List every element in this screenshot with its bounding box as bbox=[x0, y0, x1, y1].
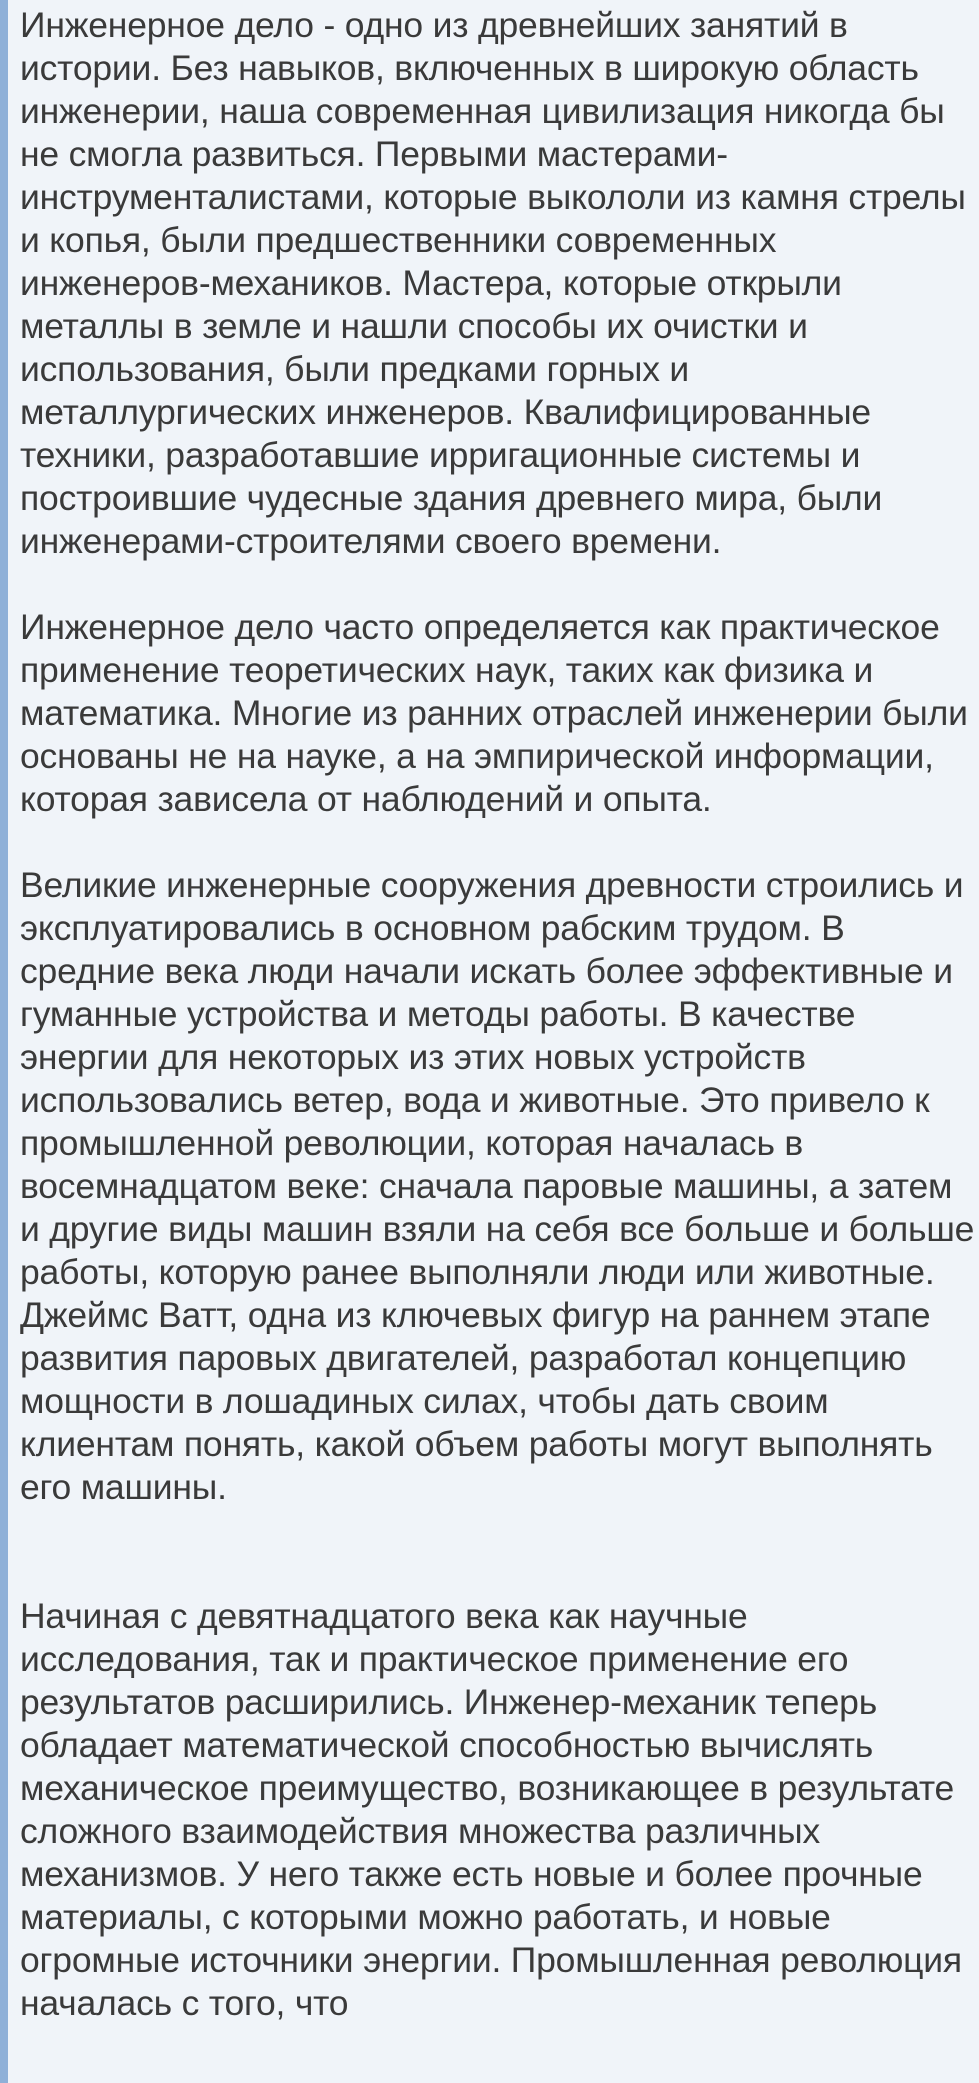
message-text bbox=[20, 0, 975, 2025]
paragraph-gap bbox=[20, 821, 975, 864]
paragraph-4: Начиная с девятнадцатого века как научные исследования, так и практическое применение его результатов расширились. Инженер-механик теперь обладает математической способностью вычислять механическое преимущество, возникающее в результате сложного взаимодействия множества различных механизмов. У него также есть новые и более прочные материалы, с которыми можно работать, и новые огромные источники энергии. Промышленная революция началась с того, что bbox=[20, 1596, 962, 2023]
paragraph-2: Инженерное дело часто определяется как практическое применение теоретических наук, таких как физика и математика. Многие из ранних отраслей инженерии были основаны не на науке, а на эмпирической информации, которая зависела от наблюдений и опыта. bbox=[20, 607, 968, 819]
quote-border bbox=[0, 0, 8, 2083]
paragraph-3: Великие инженерные сооружения древности строились и эксплуатировались в основном рабским трудом. В средние века люди начали искать более эффективные и гуманные устройства и методы работы. В качестве энергии для некоторых из этих новых устройств использовались ветер, вода и животные. Это привело к промышленной революции, которая началась в восемнадцатом веке: сначала паровые машины, а затем и другие виды машин взяли на себя все больше и больше работы, которую ранее выполняли люди или животные. Джеймс Ватт, одна из ключевых фигур на раннем этапе развития паровых двигателей, разработал концепцию мощности в лошадиных силах, чтобы дать своим клиентам понять, какой объем работы могут выполнять его машины. bbox=[20, 865, 975, 1507]
paragraph-1: Инженерное дело - одно из древнейших занятий в истории. Без навыков, включенных в широкую область инженерии, наша современная цивилизация никогда бы не смогла развиться. Первыми мастерами-инструменталистами, которые выкололи из камня стрелы и копья, были предшественники современных инженеров-механиков. Мастера, которые открыли металлы в земле и нашли способы их очистки и использования, были предками горных и металлургических инженеров. Квалифицированные техники, разработавшие ирригационные системы и построившие чудесные здания древнего мира, были инженерами-строителями своего времени. bbox=[20, 5, 966, 561]
paragraph-gap-large bbox=[20, 1509, 975, 1595]
paragraph-gap bbox=[20, 563, 975, 606]
